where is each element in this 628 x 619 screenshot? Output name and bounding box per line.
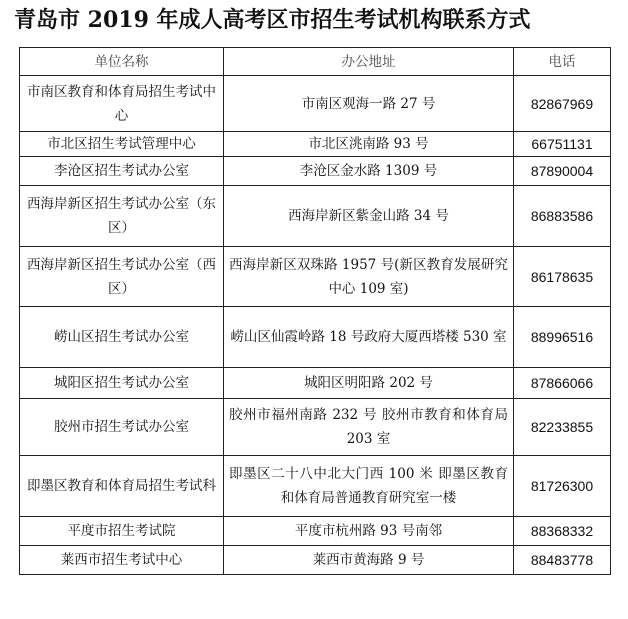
- office-address: 莱西市黄海路 9 号: [224, 546, 514, 575]
- table-row: [20, 186, 611, 247]
- table-row: [20, 157, 611, 186]
- phone-number: 87890004: [514, 157, 611, 186]
- office-address: 西海岸新区紫金山路 34 号: [224, 186, 514, 247]
- table-row: [20, 132, 611, 157]
- office-address: 即墨区二十八中北大门西 100 米 即墨区教育和体育局普通教育研究室一楼: [224, 456, 514, 517]
- unit-name: 胶州市招生考试办公室: [20, 399, 224, 456]
- unit-name: 市南区教育和体育局招生考试中心: [20, 76, 224, 132]
- office-address: 李沧区金水路 1309 号: [224, 157, 514, 186]
- phone-number: 87866066: [514, 368, 611, 399]
- office-address: 城阳区明阳路 202 号: [224, 368, 514, 399]
- table-row: [20, 307, 611, 368]
- phone-number: 88483778: [514, 546, 611, 575]
- unit-name: 西海岸新区招生考试办公室（东区）: [20, 186, 224, 247]
- phone-number: 88368332: [514, 517, 611, 546]
- table-row: [20, 368, 611, 399]
- office-address: 胶州市福州南路 232 号 胶州市教育和体育局 203 室: [224, 399, 514, 456]
- table-row: [20, 399, 611, 456]
- office-address: 市南区观海一路 27 号: [224, 76, 514, 132]
- page-title: 青岛市 2019 年成人高考区市招生考试机构联系方式: [14, 7, 531, 33]
- unit-name: 即墨区教育和体育局招生考试科: [20, 456, 224, 517]
- phone-number: 86883586: [514, 186, 611, 247]
- unit-name: 李沧区招生考试办公室: [20, 157, 224, 186]
- unit-name: 莱西市招生考试中心: [20, 546, 224, 575]
- office-address: 平度市杭州路 93 号南邻: [224, 517, 514, 546]
- header-address: 办公地址: [224, 48, 514, 76]
- header-unit: 单位名称: [20, 48, 224, 76]
- header-phone: 电话: [514, 48, 611, 76]
- unit-name: 城阳区招生考试办公室: [20, 368, 224, 399]
- table-row: [20, 456, 611, 517]
- office-address: 崂山区仙霞岭路 18 号政府大厦西塔楼 530 室: [224, 307, 514, 368]
- phone-number: 82867969: [514, 76, 611, 132]
- phone-number: 82233855: [514, 399, 611, 456]
- phone-number: 81726300: [514, 456, 611, 517]
- unit-name: 平度市招生考试院: [20, 517, 224, 546]
- phone-number: 88996516: [514, 307, 611, 368]
- table-row: [20, 247, 611, 307]
- phone-number: 86178635: [514, 247, 611, 307]
- table-row: [20, 76, 611, 132]
- unit-name: 崂山区招生考试办公室: [20, 307, 224, 368]
- unit-name: 市北区招生考试管理中心: [20, 132, 224, 157]
- office-address: 市北区洮南路 93 号: [224, 132, 514, 157]
- contact-table: [19, 47, 611, 575]
- table-row: [20, 546, 611, 575]
- table-row: [20, 517, 611, 546]
- office-address: 西海岸新区双珠路 1957 号(新区教育发展研究中心 109 室): [224, 247, 514, 307]
- table-header-row: [20, 48, 611, 76]
- phone-number: 66751131: [514, 132, 611, 157]
- unit-name: 西海岸新区招生考试办公室（西区）: [20, 247, 224, 307]
